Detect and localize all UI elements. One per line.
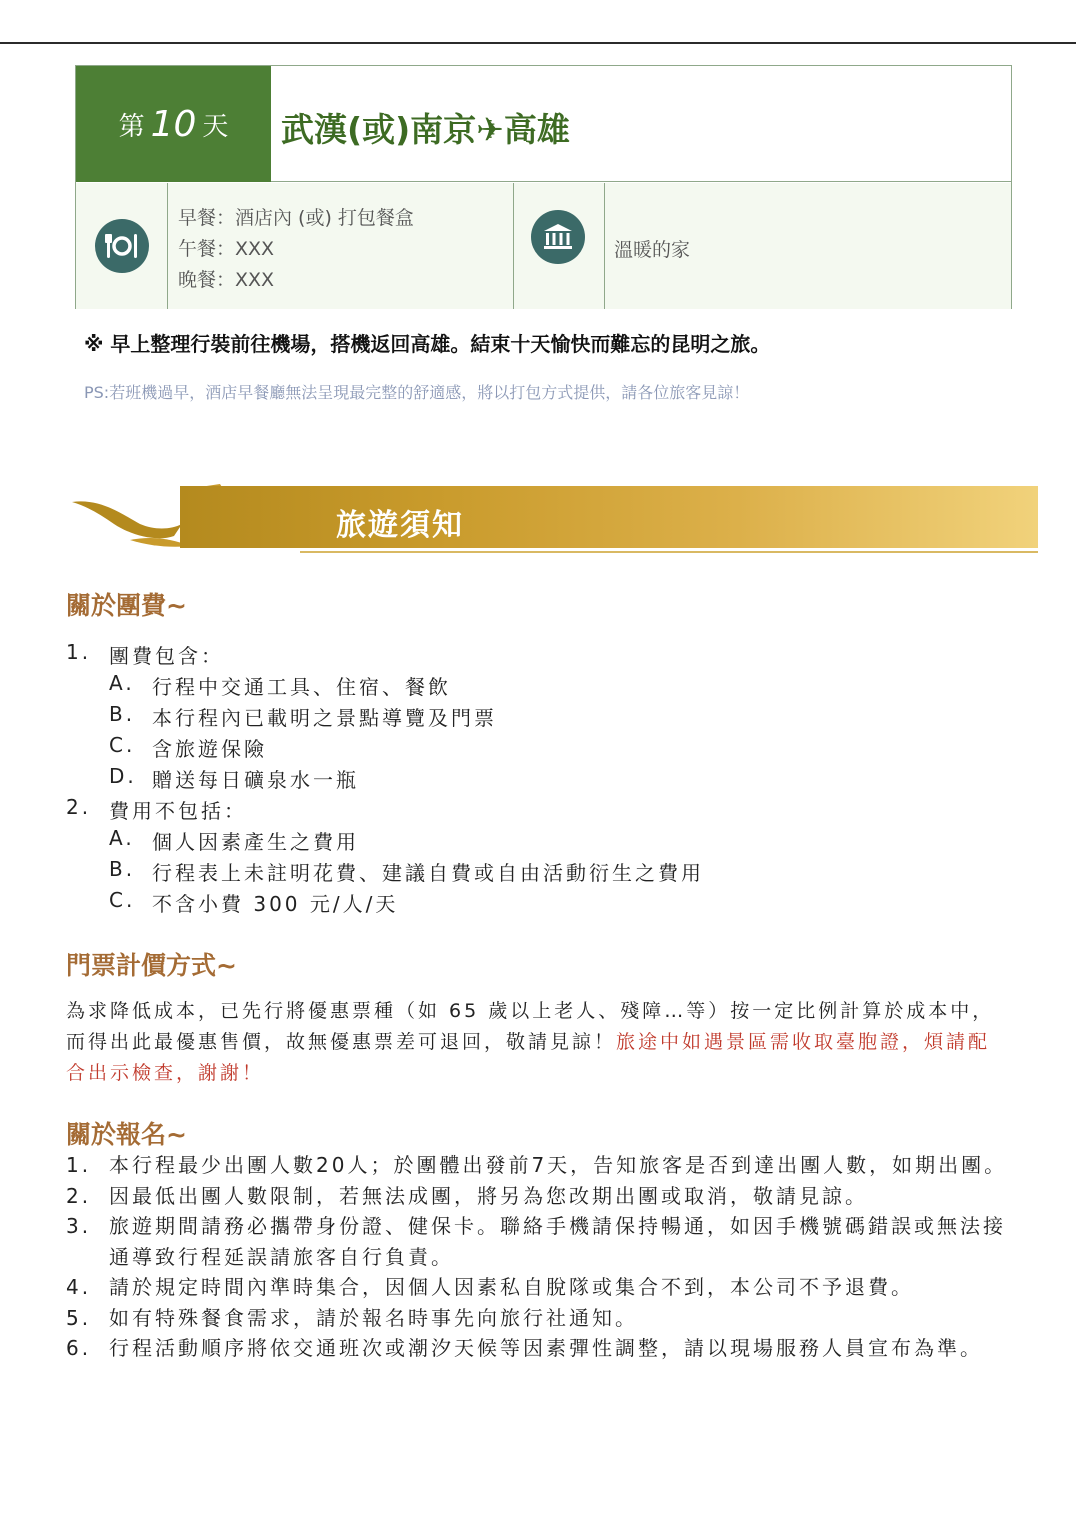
day-info-row: [76, 183, 1011, 309]
day-header: [76, 66, 1011, 182]
ps-note: PS:若班機過早，酒店早餐廳無法呈現最完整的舒適感，將以打包方式提供，請各位旅客見諒！: [84, 383, 750, 402]
meal-breakfast: 早餐：酒店內 (或) 打包餐盒: [178, 207, 414, 229]
cell-divider: [167, 183, 168, 309]
meal-dinner: 晚餐：XXX: [178, 269, 275, 291]
building-columns-icon: [531, 210, 585, 264]
ticket-text: 為求降低成本，已先行將優惠票種（如 65 歲以上老人、殘障…等）按一定比例計算於成本中，而得出此最優惠售價，故無優惠票差可退回，敬請見諒！: [66, 1000, 995, 1053]
list-item: 5. 如有特殊餐食需求，請於報名時事先向旅行社通知。: [66, 1305, 638, 1330]
day-number: 10: [150, 103, 197, 145]
fork-plate-knife-icon: [95, 219, 149, 273]
included-label: 團費包含：: [109, 644, 224, 668]
meal-lunch: 午餐：XXX: [178, 238, 275, 260]
list-item: 6. 行程活動順序將依交通班次或潮汐天候等因素彈性調整，請以現場服務人員宣布為準。: [66, 1336, 983, 1360]
day-itinerary-table: [75, 65, 1012, 309]
cell-divider: [513, 183, 514, 309]
hotel-name: 溫暖的家: [614, 239, 691, 261]
list-item: 2. 因最低出團人數限制，若無法成團，將另為您改期出團或取消，敬請見諒。: [66, 1183, 868, 1208]
day-route-title: 武漢(或)南京✈高雄: [281, 110, 570, 149]
day-badge: [76, 66, 271, 182]
day-prefix: 第: [118, 111, 145, 142]
day-note: ※ 早上整理行裝前往機場，搭機返回高雄。結束十天愉快而難忘的昆明之旅。: [84, 332, 771, 356]
travel-notice-banner: [70, 480, 1038, 560]
registration-section-title: 關於報名~: [66, 1120, 187, 1149]
registration-list: [66, 1150, 1016, 1364]
ticket-section-title: 門票計價方式~: [66, 951, 237, 980]
list-item: 4. 請於規定時間內準時集合，因個人因素私自脫隊或集合不到，本公司不予退費。: [66, 1275, 914, 1299]
banner-bar: [180, 486, 1038, 548]
banner-title: 旅遊須知: [336, 508, 464, 543]
day-suffix: 天: [202, 111, 229, 142]
list-item: 1. 本行程最少出團人數20人；於團體出發前7天，告知旅客是否到達出團人數，如期出團。: [66, 1153, 1008, 1177]
list-item: 3. 旅遊期間請務必攜帶身份證、健保卡。聯絡手機請保持暢通，如因手機號碼錯誤或無法接通導致行程延誤請旅客自行負責。: [66, 1214, 1006, 1269]
ticket-paragraph: [66, 996, 1006, 1089]
cell-divider: [604, 183, 605, 309]
ticket-warning-text: 旅途中如遇景區需收取臺胞證，煩請配合出示檢查，謝謝！: [66, 1031, 991, 1084]
excluded-label: 費用不包括：: [109, 799, 247, 823]
meal-list: [178, 203, 414, 296]
fee-section-title: 關於團費~: [66, 591, 187, 620]
banner-underline: [300, 551, 1038, 553]
top-divider: [0, 42, 1076, 44]
